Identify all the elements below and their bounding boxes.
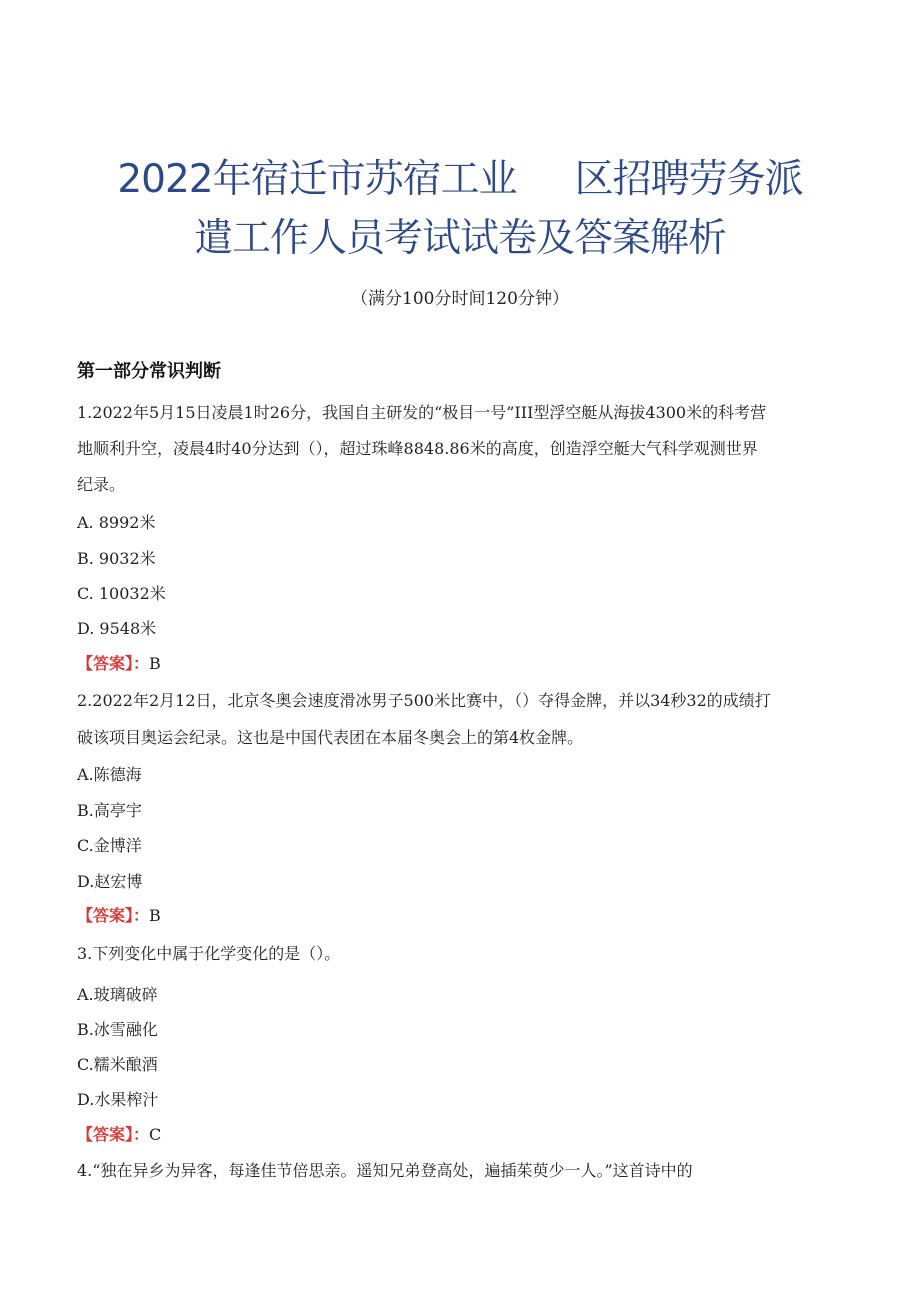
- question-1-answer: [77, 651, 161, 674]
- question-2-option-d: D.赵宏博: [77, 872, 143, 891]
- question-1-line-1: 1.2022年5月15日凌晨1时26分，我国自主研发的“极目一号”III型浮空艇从海拔4300米的科考营: [77, 403, 767, 422]
- question-1-option-a: A. 8992米: [77, 513, 156, 532]
- document-title-line-2: 遣工作人员考试试卷及答案解析: [193, 216, 726, 261]
- question-2-answer: [77, 903, 161, 926]
- section-title: 第一部分常识判断: [77, 361, 221, 382]
- title-part-2: 区招聘劳务派: [574, 157, 803, 202]
- answer-value: B: [149, 654, 161, 673]
- question-2-option-b: B.高亭宇: [77, 801, 142, 820]
- question-2-line-2: 破该项目奥运会纪录。这也是中国代表团在本届冬奥会上的第4枚金牌。: [77, 728, 584, 747]
- exam-duration-note: （满分100分时间120分钟）: [351, 289, 569, 309]
- question-1-line-2: 地顺利升空，凌晨4时40分达到（），超过珠峰8848.86米的高度，创造浮空艇大气科学观测世界: [77, 439, 758, 458]
- answer-label: 【答案】：: [77, 654, 150, 673]
- question-3-option-d: D.水果榨汁: [77, 1090, 159, 1109]
- question-1-option-b: B. 9032米: [77, 549, 156, 568]
- question-2-option-c: C.金博洋: [77, 836, 142, 855]
- answer-label: 【答案】：: [77, 906, 150, 925]
- answer-value: B: [149, 906, 161, 925]
- answer-label: 【答案】：: [77, 1125, 150, 1144]
- question-3-option-b: B.冰雪融化: [77, 1020, 158, 1039]
- question-1-line-3: 纪录。: [77, 475, 126, 494]
- answer-value: C: [149, 1125, 162, 1144]
- document-title-line-1: [0, 157, 920, 202]
- title-part-1: 2022年宿迁市苏宿工业: [117, 157, 517, 202]
- question-1-option-c: C. 10032米: [77, 584, 166, 603]
- question-4-line-1: 4.“独在异乡为异客，每逢佳节倍思亲。遥知兄弟登高处，遍插茱萸少一人。”这首诗中的: [77, 1161, 693, 1180]
- question-1-option-d: D. 9548米: [77, 619, 157, 638]
- question-3-option-a: A.玻璃破碎: [77, 985, 158, 1004]
- question-2-line-1: 2.2022年2月12日，北京冬奥会速度滑冰男子500米比赛中，（）夺得金牌，并以34秒32的成绩打: [77, 691, 771, 710]
- question-3-option-c: C.糯米酿酒: [77, 1055, 158, 1074]
- question-3-answer: [77, 1122, 161, 1145]
- question-3-line-1: 3.下列变化中属于化学变化的是（）。: [77, 944, 341, 963]
- question-2-option-a: A.陈德海: [77, 765, 142, 784]
